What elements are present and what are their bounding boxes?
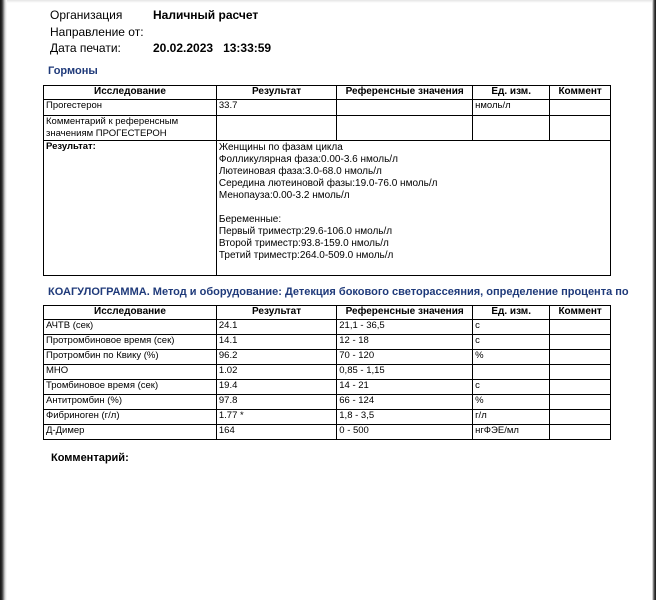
print-time: 13:33:59	[223, 41, 272, 55]
test-name: Протромбин по Квику (%)	[44, 350, 217, 365]
organization-label: Организация	[50, 8, 123, 22]
test-reference: 1,8 - 3,5	[337, 410, 473, 425]
empty-cell	[337, 116, 473, 141]
result-line: Второй триместр:93.8-159.0 нмоль/л	[218, 238, 389, 249]
col-header-unit: Ед. изм.	[473, 86, 550, 100]
reference-comment-line-1: Комментарий к референсным	[46, 116, 179, 127]
result-line: Фолликулярная фаза:0.00-3.6 нмоль/л	[218, 154, 398, 165]
test-comment	[550, 410, 611, 425]
test-reference: 0 - 500	[337, 425, 473, 440]
reference-comment-line-2: значениям ПРОГЕСТЕРОН	[46, 128, 167, 139]
test-name: Д-Димер	[44, 425, 217, 440]
test-comment	[550, 365, 611, 380]
test-unit: с	[473, 320, 550, 335]
test-unit: %	[473, 350, 550, 365]
test-comment	[550, 380, 611, 395]
organization-row	[50, 7, 258, 23]
result-row	[44, 141, 611, 276]
empty-cell	[216, 116, 336, 141]
result-description	[216, 141, 610, 276]
test-name: Антитромбин (%)	[44, 395, 217, 410]
result-line: Менопауза:0.00-3.2 нмоль/л	[218, 190, 350, 201]
test-unit: г/л	[473, 410, 550, 425]
test-comment	[550, 100, 611, 116]
col-header-reference: Референсные значения	[337, 306, 473, 320]
result-line: Третий триместр:264.0-509.0 нмоль/л	[218, 250, 394, 261]
table-row	[44, 365, 611, 380]
empty-cell	[473, 116, 550, 141]
table-row	[44, 425, 611, 440]
col-header-test: Исследование	[44, 306, 217, 320]
test-reference: 21,1 - 36,5	[337, 320, 473, 335]
test-name: АЧТВ (сек)	[44, 320, 217, 335]
test-name: Тромбиновое время (сек)	[44, 380, 217, 395]
test-reference: 66 - 124	[337, 395, 473, 410]
coag-section-title: КОАГУЛОГРАММА. Метод и оборудование: Детекция бокового светорассеяния, определение процента по	[48, 286, 629, 298]
test-result: 19.4	[216, 380, 336, 395]
result-line: Беременные:	[218, 214, 282, 225]
table-row	[44, 380, 611, 395]
test-unit	[473, 365, 550, 380]
table-row	[44, 335, 611, 350]
test-comment	[550, 425, 611, 440]
test-name: МНО	[44, 365, 217, 380]
test-unit: с	[473, 335, 550, 350]
test-result: 96.2	[216, 350, 336, 365]
table-row	[44, 116, 611, 141]
test-comment	[550, 335, 611, 350]
empty-cell	[550, 116, 611, 141]
result-line: Женщины по фазам цикла	[218, 142, 343, 153]
test-result: 1.02	[216, 365, 336, 380]
col-header-result: Результат	[216, 306, 336, 320]
test-result: 164	[216, 425, 336, 440]
coag-header-row	[44, 306, 611, 320]
direction-label: Направление от:	[50, 25, 144, 39]
coag-table	[43, 305, 611, 440]
test-reference: 14 - 21	[337, 380, 473, 395]
table-row	[44, 395, 611, 410]
result-line	[219, 202, 608, 214]
test-result: 33.7	[216, 100, 336, 116]
print-date: 20.02.2023	[153, 41, 214, 55]
test-unit: с	[473, 380, 550, 395]
col-header-unit: Ед. изм.	[473, 306, 550, 320]
hormones-table	[43, 85, 611, 276]
test-name: Фибриноген (г/л)	[44, 410, 217, 425]
direction-row	[50, 24, 153, 40]
reference-comment-cell	[44, 116, 217, 141]
test-unit: нгФЭЕ/мл	[473, 425, 550, 440]
table-row	[44, 320, 611, 335]
test-result: 1.77 *	[216, 410, 336, 425]
test-result: 14.1	[216, 335, 336, 350]
organization-value: Наличный расчет	[153, 8, 259, 22]
col-header-reference: Референсные значения	[337, 86, 473, 100]
test-result: 24.1	[216, 320, 336, 335]
test-reference: 12 - 18	[337, 335, 473, 350]
page-right-edge	[652, 0, 656, 600]
table-row	[44, 410, 611, 425]
hormones-header-row	[44, 86, 611, 100]
test-reference: 0,85 - 1,15	[337, 365, 473, 380]
result-line: Середина лютеиновой фазы:19.0-76.0 нмоль/л	[218, 178, 438, 189]
print-date-row	[50, 40, 271, 56]
col-header-comment: Коммент	[550, 86, 611, 100]
test-comment	[550, 320, 611, 335]
test-unit: нмоль/л	[473, 100, 550, 116]
hormones-section-title: Гормоны	[48, 65, 98, 77]
col-header-test: Исследование	[44, 86, 217, 100]
test-comment	[550, 395, 611, 410]
page-top-shadow	[0, 0, 656, 3]
page-left-edge	[0, 0, 7, 600]
test-result: 97.8	[216, 395, 336, 410]
result-label: Результат:	[44, 141, 217, 276]
table-row	[44, 100, 611, 116]
table-row	[44, 350, 611, 365]
print-date-value	[153, 41, 271, 55]
col-header-comment: Коммент	[550, 306, 611, 320]
test-name: Прогестерон	[44, 100, 217, 116]
test-reference	[337, 100, 473, 116]
result-line: Лютеиновая фаза:3.0-68.0 нмоль/л	[218, 166, 382, 177]
test-name: Протромбиновое время (сек)	[44, 335, 217, 350]
test-unit: %	[473, 395, 550, 410]
test-reference: 70 - 120	[337, 350, 473, 365]
result-line: Первый триместр:29.6-106.0 нмоль/л	[218, 226, 393, 237]
col-header-result: Результат	[216, 86, 336, 100]
test-comment	[550, 350, 611, 365]
comment-label: Комментарий:	[51, 452, 129, 464]
print-date-label: Дата печати:	[50, 41, 121, 55]
